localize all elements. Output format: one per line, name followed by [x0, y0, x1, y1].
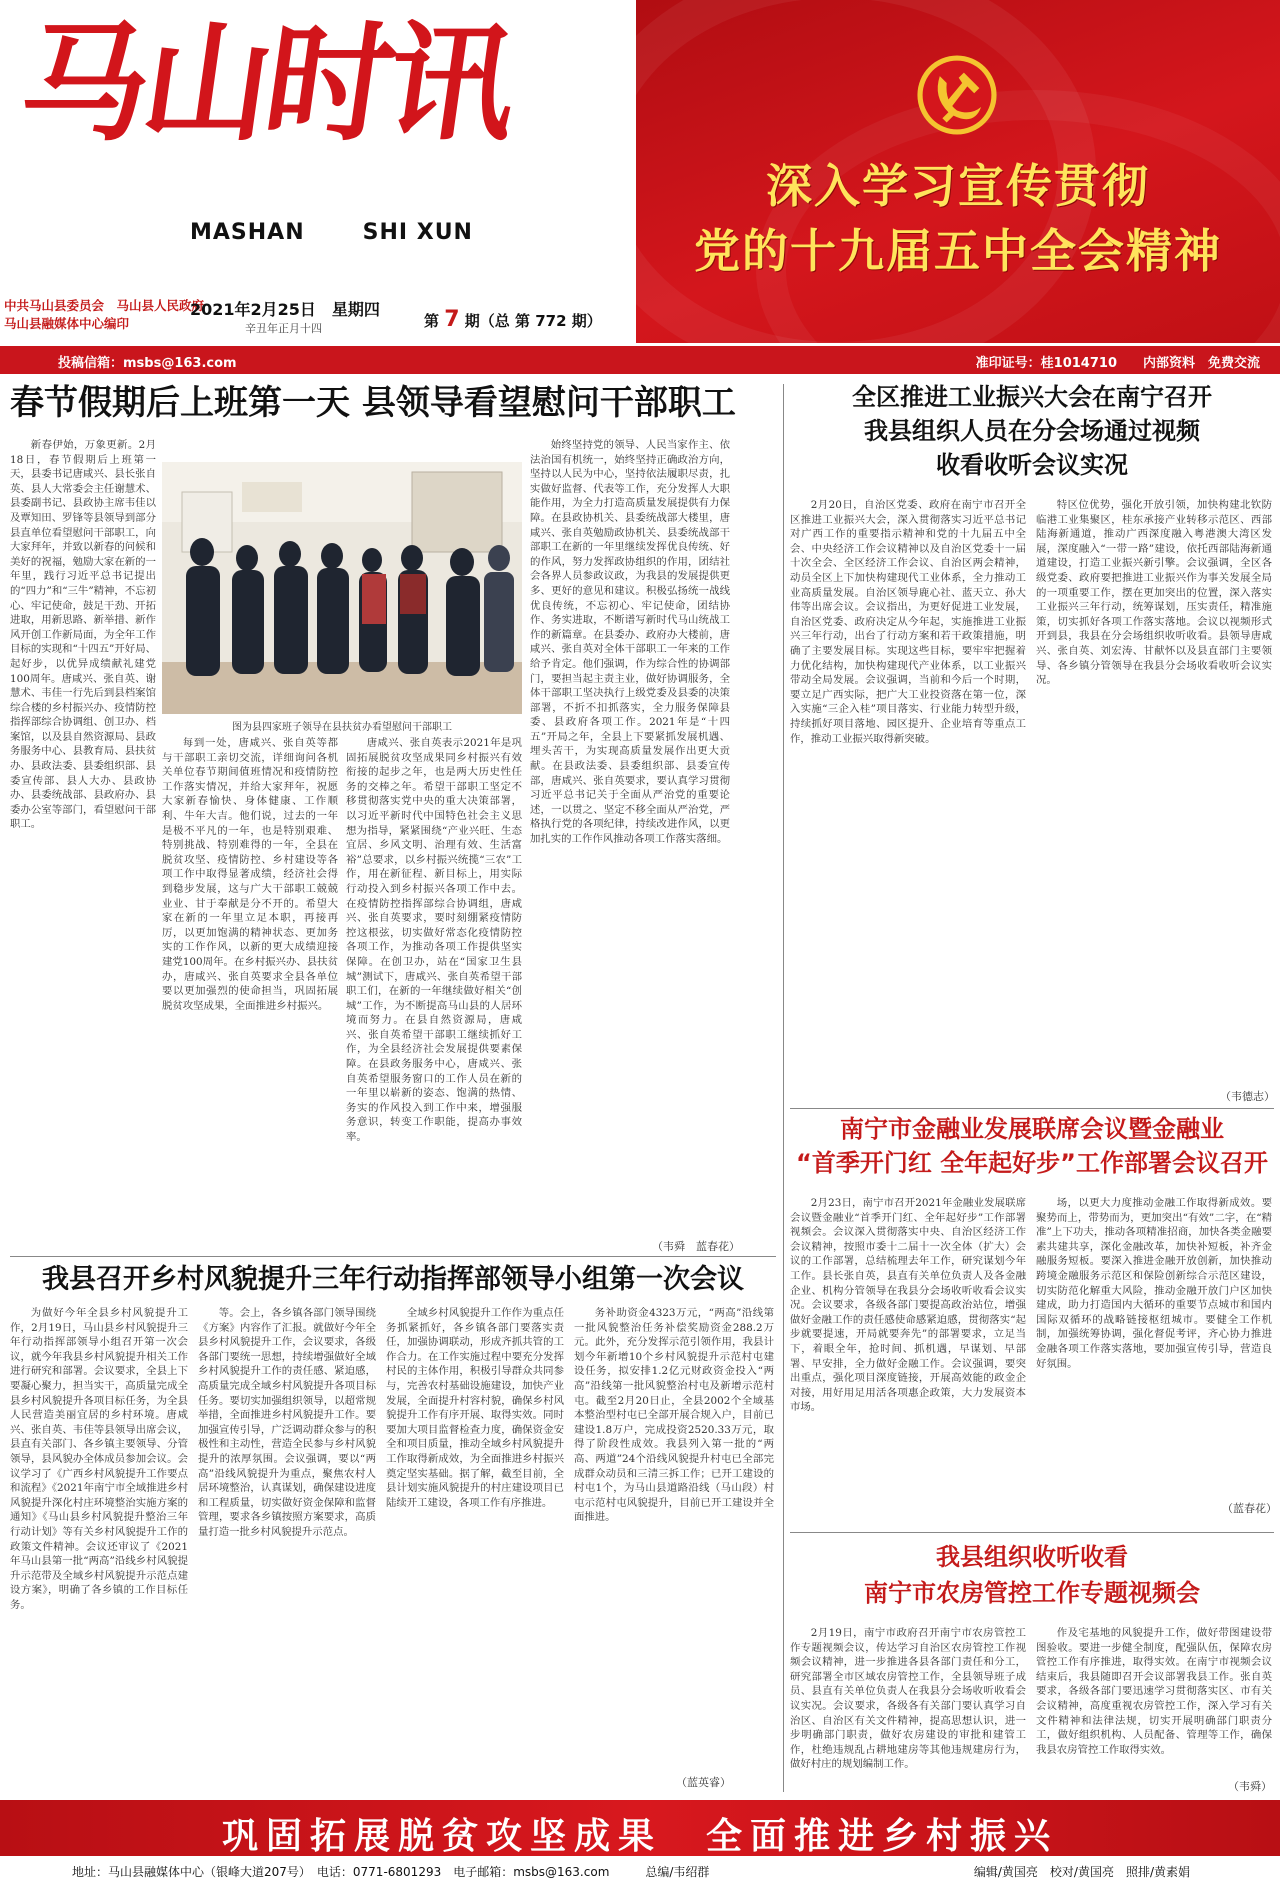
- slogan-banner: [0, 1800, 1280, 1856]
- sponsor-line-1: 中共马山县委员会 马山县人民政府: [4, 298, 205, 313]
- masthead-title: 马山时讯: [11, 9, 521, 159]
- article-1-text-1: 新春伊始，万象更新。2月18日，春节假期后上班第一天，县委书记唐咸兴、县长张自英、县人大常委会主任谢慧术、县委副书记、县政协主席韦佳以及覃知田、罗锋等县领导到部分县直单位看望慰问干部职工，向大家拜年，并致以新春的问候和美好的祝福，勉励大家在新的一年里，践行习近平总书记提出的“四力”和“三牛”精神，不忘初心、牢记使命，鼓足干劲、开拓进取，用新思路、新举措、新作风开创工作新局面，为全年工作目标的实现和“十四五”开好局、起好步，以优异成绩献礼建党100周年。唐咸兴、张自英、谢慧术、韦佳一行先后到县档案馆综合楼的乡村振兴办、疫情防控指挥部综合协调组、创卫办、档案馆，以及县自然资源局、县政务服务中心、县教育局、县扶贫办、县政法委、县委组织部、县委宣传部、县人大办、县政协办、县委统战部、县政府办、县委办公室等部门，看望慰问干部职工。: [10, 439, 156, 831]
- article-4-text-1: 为做好今年全县乡村风貌提升工作，2月19日，马山县乡村风貌提升三年行动指挥部领导小组召开第一次会议，就今年我县乡村风貌提升相关工作进行研究和部署。会议要求，全县上下要凝心聚力，担当实干，高质量完成全县乡村风貌提升各项目标任务，为全县人民营造美丽宜居的乡村环境。唐咸兴、张自英、韦佳等县领导出席会议，县直有关部门、各乡镇主要领导、分管领导，县风貌办全体成员参加会议。会议学习了《广西乡村风貌提升工作要点和流程》《2021年南宁市全域推进乡村风貌提升深化村庄环境整治实施方案的通知》《马山县乡村风貌提升整治三年行动计划》等有关乡村风貌提升工作的政策文件精神。会议还审议了《2021年马山县第一批“两高”沿线乡村风貌提升示范带及全域乡村风貌提升示范点建设方案》，明确了各乡镇的工作目标任务。: [10, 1307, 188, 1611]
- party-emblem-icon: [914, 52, 1000, 138]
- article-2-headline-2: 我县组织人员在分会场通过视频: [864, 417, 1200, 445]
- license-info: 准印证号：桂1014710 内部资料 免费交流: [975, 356, 1260, 371]
- article-4-byline: （蓝英睿）: [676, 1776, 731, 1789]
- article-1-text-3: 唐咸兴、张自英表示2021年是巩固拓展脱贫攻坚成果同乡村振兴有效衔接的起步之年，也是两大历史性任务的交棒之年。希望干部职工坚定不移贯彻落实党中央的重大决策部署，以习近平新时代中国特色社会主义思想为指导，紧紧围绕“产业兴旺、生态宜居、乡风文明、治理有效、生活富裕”总要求，以乡村振兴统揽“三农”工作，用在新征程、新目标上，用实际行动投入到乡村振兴各项工作中去。在疫情防控指挥部综合协调组，唐咸兴、张自英要求，要时刻绷紧疫情防控这根弦，切实做好常态化疫情防控各项工作，为推动各项工作提供坚实保障。在创卫办，站在“国家卫生县城”测试下，唐咸兴、张自英希望干部职工们，在新的一年继续做好相关“创城”工作，为不断提高马山县的人居环境而努力。在县自然资源局，唐咸兴、张自英希望干部职工继续抓好工作，为全县经济社会发展提供要素保障。在县政务服务中心，唐咸兴、张自英希望服务窗口的工作人员在新的一年里以崭新的姿态、饱满的热情、务实的作风投入到工作中来，增强服务意识，转变工作职能，提高办事效率。: [346, 737, 522, 1144]
- issue-no-suffix: 期（总 第 772 期）: [464, 312, 602, 330]
- article-2-text-2: 特区位优势，强化开放引领，加快构建北钦防临港工业集聚区，桂东承接产业转移示范区、西部陆海新通道，推动广西深度融入粤港澳大湾区发展，深度融入“一带一路”建设，依托西部陆海新通道建设，打造工业振兴新引擎。会议强调，全区各级党委、政府要把推进工业振兴作为事关发展全局的一项重要工作，摆在更加突出的位置，深入落实工业振兴三年行动，统筹谋划，压实责任，精准施策，切实抓好各项工作落实落地。会议以视频形式开到县，我县在分会场组织收听收看。县领导唐咸兴、张自英、刘宏涛、甘献怀以及县直部门主要领导、各乡镇分管领导在我县分会场收看收听会议实况。: [1036, 499, 1272, 687]
- footer: [0, 1860, 1280, 1881]
- lunar-date: 辛丑年正月十四: [245, 322, 322, 335]
- slogan-text: 巩固拓展脱贫攻坚成果 全面推进乡村振兴: [221, 1815, 1058, 1857]
- meeting-photo: [162, 462, 522, 714]
- article-3-text-1: 2月23日，南宁市召开2021年金融业发展联席会议暨金融业“首季开门红、全年起好步”工作部署视频会。会议深入贯彻落实中央、自治区经济工作会议精神，按照市委十二届十一次全体（扩大）会议的工作部署，总结梳理去年工作，研究谋划今年工作。县长张自英，县直有关单位负责人及各金融企业、机构分管领导在我县分会场收听收看会议实况。会议要求，各级各部门要提高政治站位，增强做好金融工作的责任感使命感紧迫感，贯彻落实“起步就要提速，开局就要奔先”的部署要求，立足当下，着眼全年，抢时间、抓机遇，早谋划、早部署、早安排，全力做好金融工作。会议强调，要突出重点，强化项目深度链接，开展高效能的政金企对接，用好用足用活各项惠企政策，大力发展资本市场。: [790, 1197, 1026, 1414]
- article-1-col-1: [10, 438, 156, 1234]
- party-banner: [636, 0, 1280, 343]
- article-3-byline: （蓝春花）: [1222, 1502, 1277, 1515]
- article-2-byline: （韦德志）: [1220, 1090, 1275, 1103]
- masthead-english: [190, 220, 531, 245]
- article-2-headline-1: 全区推进工业振兴大会在南宁召开: [852, 383, 1212, 411]
- issue-date: 2021年2月25日 星期四: [190, 300, 380, 319]
- sponsor-info: [4, 297, 204, 333]
- footer-staff: 编辑/黄国亮 校对/黄国亮 照排/黄素娟: [973, 1865, 1190, 1879]
- article-4-text-4: 务补助资金4323万元，“两高”沿线第一批风貌整治任务补偿奖励资金288.2万元。此外，充分发挥示范引领作用，我县计划今年新增10个乡村风貌提升示范村屯建设任务，拟安排1.2亿元财政资金投入“两高”沿线第一批风貌整治村屯及新增示范村屯。截至2月20日止，全县2002个全域基本整治型村屯已全部开展合规入户，目前已建设1.8万户，完成投资2520.33万元，取得了阶段性成效。我县列入第一批的“两高、两道”24个沿线风貌提升村屯已全部完成群众动员和三清三拆工作；已开工建设的村屯1个，为马山县道路沿线（马山段）村屯示范村屯风貌提升，目前已开工建设并全面推进。: [574, 1307, 774, 1524]
- article-3-text-2: 场，以更大力度推动金融工作取得新成效。要聚势而上，带势而为，更加突出“有效”二字，在“精准”上下功夫，推动各项精准招商，加快各类金融要素共建共享，深化金融改革，加快补短板，补齐金融服务短板。要深入推进金融开放创新，加快推动跨境金融服务示范区和保险创新综合示范区建设，切实防范化解重大风险，推动金融开放门户区加快建成，助力打造国内大循环的重要节点城市和国内国际双循环的战略链接枢纽城市。要健全工作机制，加强统筹协调，强化督促考评，齐心协力推进金融各项工作落实落地，要加强宣传引导，营造良好氛围。: [1036, 1197, 1272, 1370]
- article-1-photo: [162, 462, 522, 714]
- article-4-text-3: 全域乡村风貌提升工作作为重点任务抓紧抓好，各乡镇各部门要落实责任，加强协调联动，形成齐抓共管的工作合力。在工作实施过程中要充分发挥村民的主体作用，积极引导群众共同参与，完善农村基础设施建设，加快产业发展，全面提升村容村貌，确保乡村风貌提升工作有序开展、取得实效。同时要加大项目监督检查力度，确保资金安全和项目质量，推动全域乡村风貌提升工作取得新成效，为全面推进乡村振兴奠定坚实基础。据了解，截至目前，全县计划实施风貌提升的村庄建设项目已陆续开工建设，各项工作有序推进。: [386, 1307, 564, 1509]
- article-4-text-2: 等。会上，各乡镇各部门领导围绕《方案》内容作了汇报。就做好今年全县乡村风貌提升工作，会议要求，各级各部门要统一思想，持续增强做好全域乡村风貌提升工作的责任感、紧迫感，高质量完成全域乡村风貌提升各项目标任务。要切实加强组织领导，以超常规举措，全面推进乡村风貌提升工作。要加强宣传引导，广泛调动群众参与的积极性和主动性，营造全民参与乡村风貌提升的浓厚氛围。会议强调，要以“两高”沿线风貌提升为重点，聚焦农村人居环境整治，认真谋划，确保建设进度和工程质量，切实做好资金保障和监督管理，要求各乡镇按照方案要求，高质量打造一批乡村风貌提升示范点。: [198, 1307, 376, 1538]
- article-divider-3: [10, 1256, 776, 1257]
- article-3-col-2: [1036, 1196, 1272, 1496]
- article-1-headline: 春节假期后上班第一天 县领导看望慰问干部职工: [10, 383, 736, 423]
- info-bar: [0, 346, 1280, 374]
- issue-no-value: 7: [444, 307, 460, 332]
- article-1-col-2: [162, 736, 338, 1234]
- article-divider-2: [790, 1532, 1274, 1533]
- submission-email: 投稿信箱：msbs@163.com: [58, 356, 237, 371]
- article-2-text-1: 2月20日，自治区党委、政府在南宁市召开全区推进工业振兴大会，深入贯彻落实习近平总书记对广西工作的重要指示精神和党的十九届五中全会、中央经济工作会议精神以及自治区党委十一届十次全会、全区经济工作会议、自治区两会精神，动员全区上下加快构建现代工业体系，全力推动工业高质量发展。自治区领导鹿心社、蓝天立、孙大伟等出席会议。会议指出，为更好促进工业发展，自治区党委、政府决定从今年起，实施推进工业振兴三年行动，出台了行动方案和若干政策措施，明确了主要发展目标。实现这些目标，要牢牢把握着力优化结构，加快构建现代产业体系，以工业振兴带动全局发展。会议强调，当前和今后一个时期，要立足广西实际，把广大工业投资落在第一位，深入实施“三企入桂”项目落实、行业能力转型升级，持续抓好项目落地、园区提升、企业培育等重点工作，推动工业振兴取得新突破。: [790, 499, 1026, 745]
- article-divider: [790, 1108, 1274, 1109]
- article-5-headline-2: 南宁市农房管控工作专题视频会: [864, 1579, 1200, 1607]
- issue-number: [424, 307, 602, 332]
- masthead-english-2: SHI XUN: [362, 220, 473, 245]
- article-5-text-2: 作及宅基地的风貌提升工作，做好带图建设带图验收。要进一步健全制度，配强队伍，保障农房管控工作有序推进，取得实效。在南宁市视频会议结束后，我县随即召开会议部署我县工作。张自英要求，各级各部门要迅速学习贯彻落实区、市有关会议精神，高度重视农房管控工作，深入学习有关文件精神和法律法规，切实开展明确部门职责分工，做好组织机构、人员配备、管理等工作，确保我县农房管控工作取得实效。: [1036, 1627, 1272, 1756]
- sponsor-line-2: 马山县融媒体中心编印: [4, 316, 130, 331]
- article-5-col-1: [790, 1626, 1026, 1788]
- column-divider: [783, 384, 784, 1792]
- article-1-col-4: [530, 438, 730, 1234]
- article-4-col-1: [10, 1306, 188, 1792]
- article-1-text-2: 每到一处，唐咸兴、张自英等都与干部职工亲切交流，详细询问各机关单位春节期间值班情况和疫情防控工作落实情况，并给大家拜年，祝愿大家新春愉快、身体健康、工作顺利、牛年大吉。他们说，过去的一年是极不平凡的一年，也是特别艰难、特别挑战、特别难得的一年，全县在脱贫攻坚、疫情防控、乡村建设等各项工作中取得显著成绩，经济社会得到稳步发展，这与广大干部职工兢兢业业、甘于奉献是分不开的。希望大家在新的一年里立足本职，再接再厉，以更加饱满的精神状态、更加务实的工作作风，以新的更大成绩迎接建党100周年。在乡村振兴办、县扶贫办，唐咸兴、张自英要求全县各单位要以更加强烈的使命担当，巩固拓展脱贫攻坚成果，全面推进乡村振兴。: [162, 737, 338, 1012]
- article-2-col-1: [790, 498, 1026, 1104]
- article-5-col-2: [1036, 1626, 1272, 1774]
- article-1-byline: （韦舜 蓝春花）: [652, 1240, 740, 1253]
- article-4-headline: 我县召开乡村风貌提升三年行动指挥部领导小组第一次会议: [42, 1264, 744, 1295]
- banner-headline-2: 党的十九届五中全会精神: [694, 224, 1222, 278]
- article-3-headline-2: “首季开门红 全年起好步”工作部署会议召开: [796, 1149, 1268, 1177]
- article-5-headline-1: 我县组织收听收看: [936, 1543, 1128, 1571]
- article-1-photo-caption: 图为县四家班子领导在县扶贫办看望慰问干部职工: [232, 722, 452, 733]
- article-2-headline-3: 收看收听会议实况: [936, 451, 1128, 479]
- article-5-byline: （韦舜）: [1228, 1780, 1272, 1793]
- article-3-col-1: [790, 1196, 1026, 1526]
- article-4-col-2: [198, 1306, 376, 1792]
- article-3-headline-1: 南宁市金融业发展联席会议暨金融业: [840, 1115, 1224, 1143]
- masthead-english-1: MASHAN: [190, 220, 305, 245]
- article-1-text-4: 始终坚持党的领导、人民当家作主、依法治国有机统一，始终坚持正确政治方向，坚持以人民为中心，坚持依法履职尽责，扎实做好监督、代表等工作，充分发挥人大职能作用，为全力打造高质量发展提供有力保障。在县政协机关、县委统战部大楼里，唐咸兴、张自英勉励政协机关、县委统战部干部职工在新的一年里继续发挥优良传统、好的作风，努力发挥政协组织的作用，团结社会各界人员参政议政，为我县的发展提供更多、更好的意见和建议。积极弘扬统一战线优良传统，不忘初心、牢记使命，团结协作、务实进取，不断谱写新时代马山统战工作的新篇章。在县委办、政府办大楼前，唐咸兴、张自英对全体干部职工一年来的工作给予肯定。他们强调，作为综合性的协调部门，要担当起主责主业，做好协调服务，全体干部职工坚决执行上级党委及县委的决策部署，不折不扣抓落实，全力服务保障县委、县政府各项工作。2021年是“十四五”开局之年，全县上下要紧抓发展机遇、埋头苦干，为实现高质量发展作出更大贡献。在县政法委、县委组织部、县委宣传部，唐咸兴、张自英要求，要认真学习贯彻习近平总书记关于全面从严治党的重要论述，一以贯之、坚定不移全面从严治党，严格执行党的各项纪律，持续改进作风，以更加扎实的工作作风推动各项工作落实落细。: [530, 439, 730, 846]
- footer-contact: 地址：马山县融媒体中心（银峰大道207号） 电话：0771-6801293 电子邮箱：msbs@163.com 总编/韦绍群: [72, 1865, 710, 1879]
- article-5-text-1: 2月19日，南宁市政府召开南宁市农房管控工作专题视频会议，传达学习自治区农房管控工作视频会议精神，进一步推进各县各部门责任和分工，研究部署全市区域农房管控工作，全县领导班子成员、县直有关单位负责人在我县分会场收听收看会议实况。会议要求，各级各有关部门要认真学习自治区、自治区有关文件精神，提高思想认识，进一步明确部门职责，做好农房建设的审批和建管工作，杜绝违规乱占耕地建房等其他违规建房行为，做好村庄的规划编制工作。: [790, 1627, 1026, 1771]
- article-2-col-2: [1036, 498, 1272, 1082]
- article-4-col-3: [386, 1306, 564, 1792]
- article-4-col-4: [574, 1306, 774, 1768]
- banner-headline-1: 深入学习宣传贯彻: [766, 159, 1150, 213]
- issue-no-prefix: 第: [424, 312, 440, 330]
- article-1-col-3: [346, 736, 522, 1234]
